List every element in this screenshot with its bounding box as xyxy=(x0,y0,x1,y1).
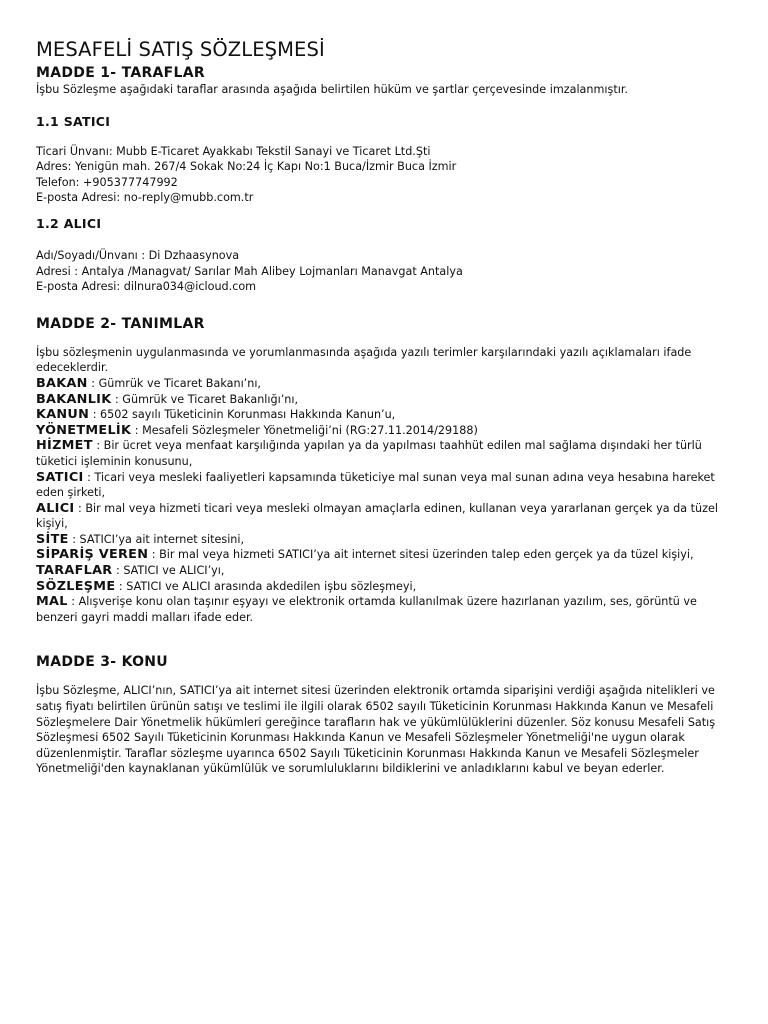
definition-item xyxy=(36,547,732,563)
definition-term: MAL xyxy=(36,594,68,610)
definition-item xyxy=(36,594,732,625)
definition-term: ALICI xyxy=(36,500,75,516)
definition-text: : SATICI’ya ait internet sitesini, xyxy=(68,532,245,546)
section-madde-3 xyxy=(36,653,732,777)
definition-text: : Bir ücret veya menfaat karşılığında yapılan ya da yapılması taahhüt edilen mal sağlama dışındaki her türlü tüketici işleminin konusunu, xyxy=(36,439,702,468)
definition-text: : Alışverişe konu olan taşınır eşyayı ve elektronik ortamda kullanılmak üzere hazırlanan yazılım, ses, görüntü ve benzeri gayri maddi malları ifade eder. xyxy=(36,595,697,624)
definition-item xyxy=(36,579,732,595)
subsection-heading-alici: 1.2 ALICI xyxy=(36,215,102,231)
definition-text: : SATICI ve ALICI’yı, xyxy=(112,564,225,578)
definition-text: : Gümrük ve Ticaret Bakanlığı’nı, xyxy=(111,392,299,406)
definition-text: : SATICI ve ALICI arasında akdedilen işbu sözleşmeyi, xyxy=(115,579,417,593)
definition-text: : Gümrük ve Ticaret Bakanı’nı, xyxy=(87,376,261,390)
alici-details xyxy=(36,248,732,295)
definition-item xyxy=(36,501,732,532)
definition-term: SÖZLEŞME xyxy=(36,578,116,594)
definition-text: : 6502 sayılı Tüketicinin Korunması Hakkında Kanun’u, xyxy=(89,408,396,422)
alici-line: Adı/Soyadı/Ünvanı : Di Dzhaasynova xyxy=(36,248,240,262)
definition-text: : Bir mal veya hizmeti ticari veya mesleki olmayan amaçlarla edinen, kullanan veya yararlanan gerçek ya da tüzel kişiyi, xyxy=(36,501,718,531)
satici-line: Telefon: +905377747992 xyxy=(36,175,178,189)
definition-text: : Bir mal veya hizmeti SATICI’ya ait internet sitesi üzerinden talep eden gerçek ya da tüzel kişiyi, xyxy=(148,548,694,562)
subsection-heading-satici: 1.1 SATICI xyxy=(36,113,111,129)
section-madde-1 xyxy=(36,64,732,295)
section-intro: İşbu Sözleşme aşağıdaki taraflar arasında aşağıda belirtilen hüküm ve şartlar çerçevesinde imzalanmıştır. xyxy=(36,83,628,96)
definition-text: : Ticari veya mesleki faaliyetleri kapsamında tüketiciye mal sunan veya mal sunan adına veya hesabına hareket eden şirketi, xyxy=(36,470,715,500)
alici-line: E-posta Adresi: dilnura034@icloud.com xyxy=(36,280,257,294)
section-madde-2 xyxy=(36,315,732,626)
section-heading: MADDE 3- KONU xyxy=(36,654,168,671)
satici-line: Adres: Yenigün mah. 267/4 Sokak No:24 İç Kapı No:1 Buca/İzmir Buca İzmir xyxy=(36,160,457,174)
definition-term: SİTE xyxy=(36,531,69,547)
definition-term: BAKANLIK xyxy=(36,391,112,407)
definitions-list xyxy=(36,376,732,626)
definition-term: KANUN xyxy=(36,407,90,423)
definition-term: SİPARİŞ VEREN xyxy=(36,547,149,563)
definition-term: SATICI xyxy=(36,469,84,485)
document-title: MESAFELİ SATIŞ SÖZLEŞMESİ xyxy=(36,38,325,61)
satici-details xyxy=(36,144,732,206)
definition-item xyxy=(36,438,732,469)
definition-item xyxy=(36,423,732,439)
definition-term: BAKAN xyxy=(36,375,88,391)
definition-term: YÖNETMELİK xyxy=(36,422,132,438)
section-heading: MADDE 1- TARAFLAR xyxy=(36,65,205,81)
definition-item xyxy=(36,470,732,501)
definition-item xyxy=(36,563,732,579)
alici-line: Adresi : Antalya /Managvat/ Sarılar Mah Alibey Lojmanları Manavgat Antalya xyxy=(36,264,463,278)
definition-item xyxy=(36,376,732,392)
satici-line: Ticari Ünvanı: Mubb E-Ticaret Ayakkabı Tekstil Sanayi ve Ticaret Ltd.Şti xyxy=(36,144,431,158)
definition-text: : Mesafeli Sözleşmeler Yönetmeliği’ni (RG:27.11.2014/29188) xyxy=(131,423,478,437)
definition-term: TARAFLAR xyxy=(36,563,113,579)
section-body: İşbu Sözleşme, ALICI’nın, SATICI’ya ait internet sitesi üzerinden elektronik ortamda siparişini verdiği aşağıda nitelikleri ve satış fiyatı belirtilen ürünün satışı ve teslimi ile ilgili olarak 6502 sayılı Tüketicinin Korunması Hakkında Kanun ve Mesafeli Sözleşmelere Dair Yönetmelik hükümleri gereğince tarafların hak ve yükümlülüklerini düzenler. Söz konusu Mesafeli Satış Sözleşmesi 6502 Sayılı Tüketicinin Korunması Hakkında Kanun ve Mesafeli Sözleşmeler Yönetmeliği'ne uygun olarak düzenlenmiştir. Taraflar sözleşme uyarınca 6502 Sayılı Tüketicinin Korunması Hakkında Kanun ve Mesafeli Sözleşmeler Yönetmeliği'den kaynaklanan yükümlülük ve sorumluluklarını bildiklerini ve anladıklarını kabul ve beyan ederler. xyxy=(36,684,716,776)
section-intro: İşbu sözleşmenin uygulanmasında ve yorumlanmasında aşağıda yazılı terimler karşılarındaki yazılı açıklamaları ifade edeceklerdir. xyxy=(36,345,692,375)
definition-term: HİZMET xyxy=(36,438,93,454)
definition-item xyxy=(36,392,732,408)
definition-item xyxy=(36,407,732,423)
definition-item xyxy=(36,532,732,548)
satici-line: E-posta Adresi: no-reply@mubb.com.tr xyxy=(36,191,254,205)
section-heading: MADDE 2- TANIMLAR xyxy=(36,315,205,332)
